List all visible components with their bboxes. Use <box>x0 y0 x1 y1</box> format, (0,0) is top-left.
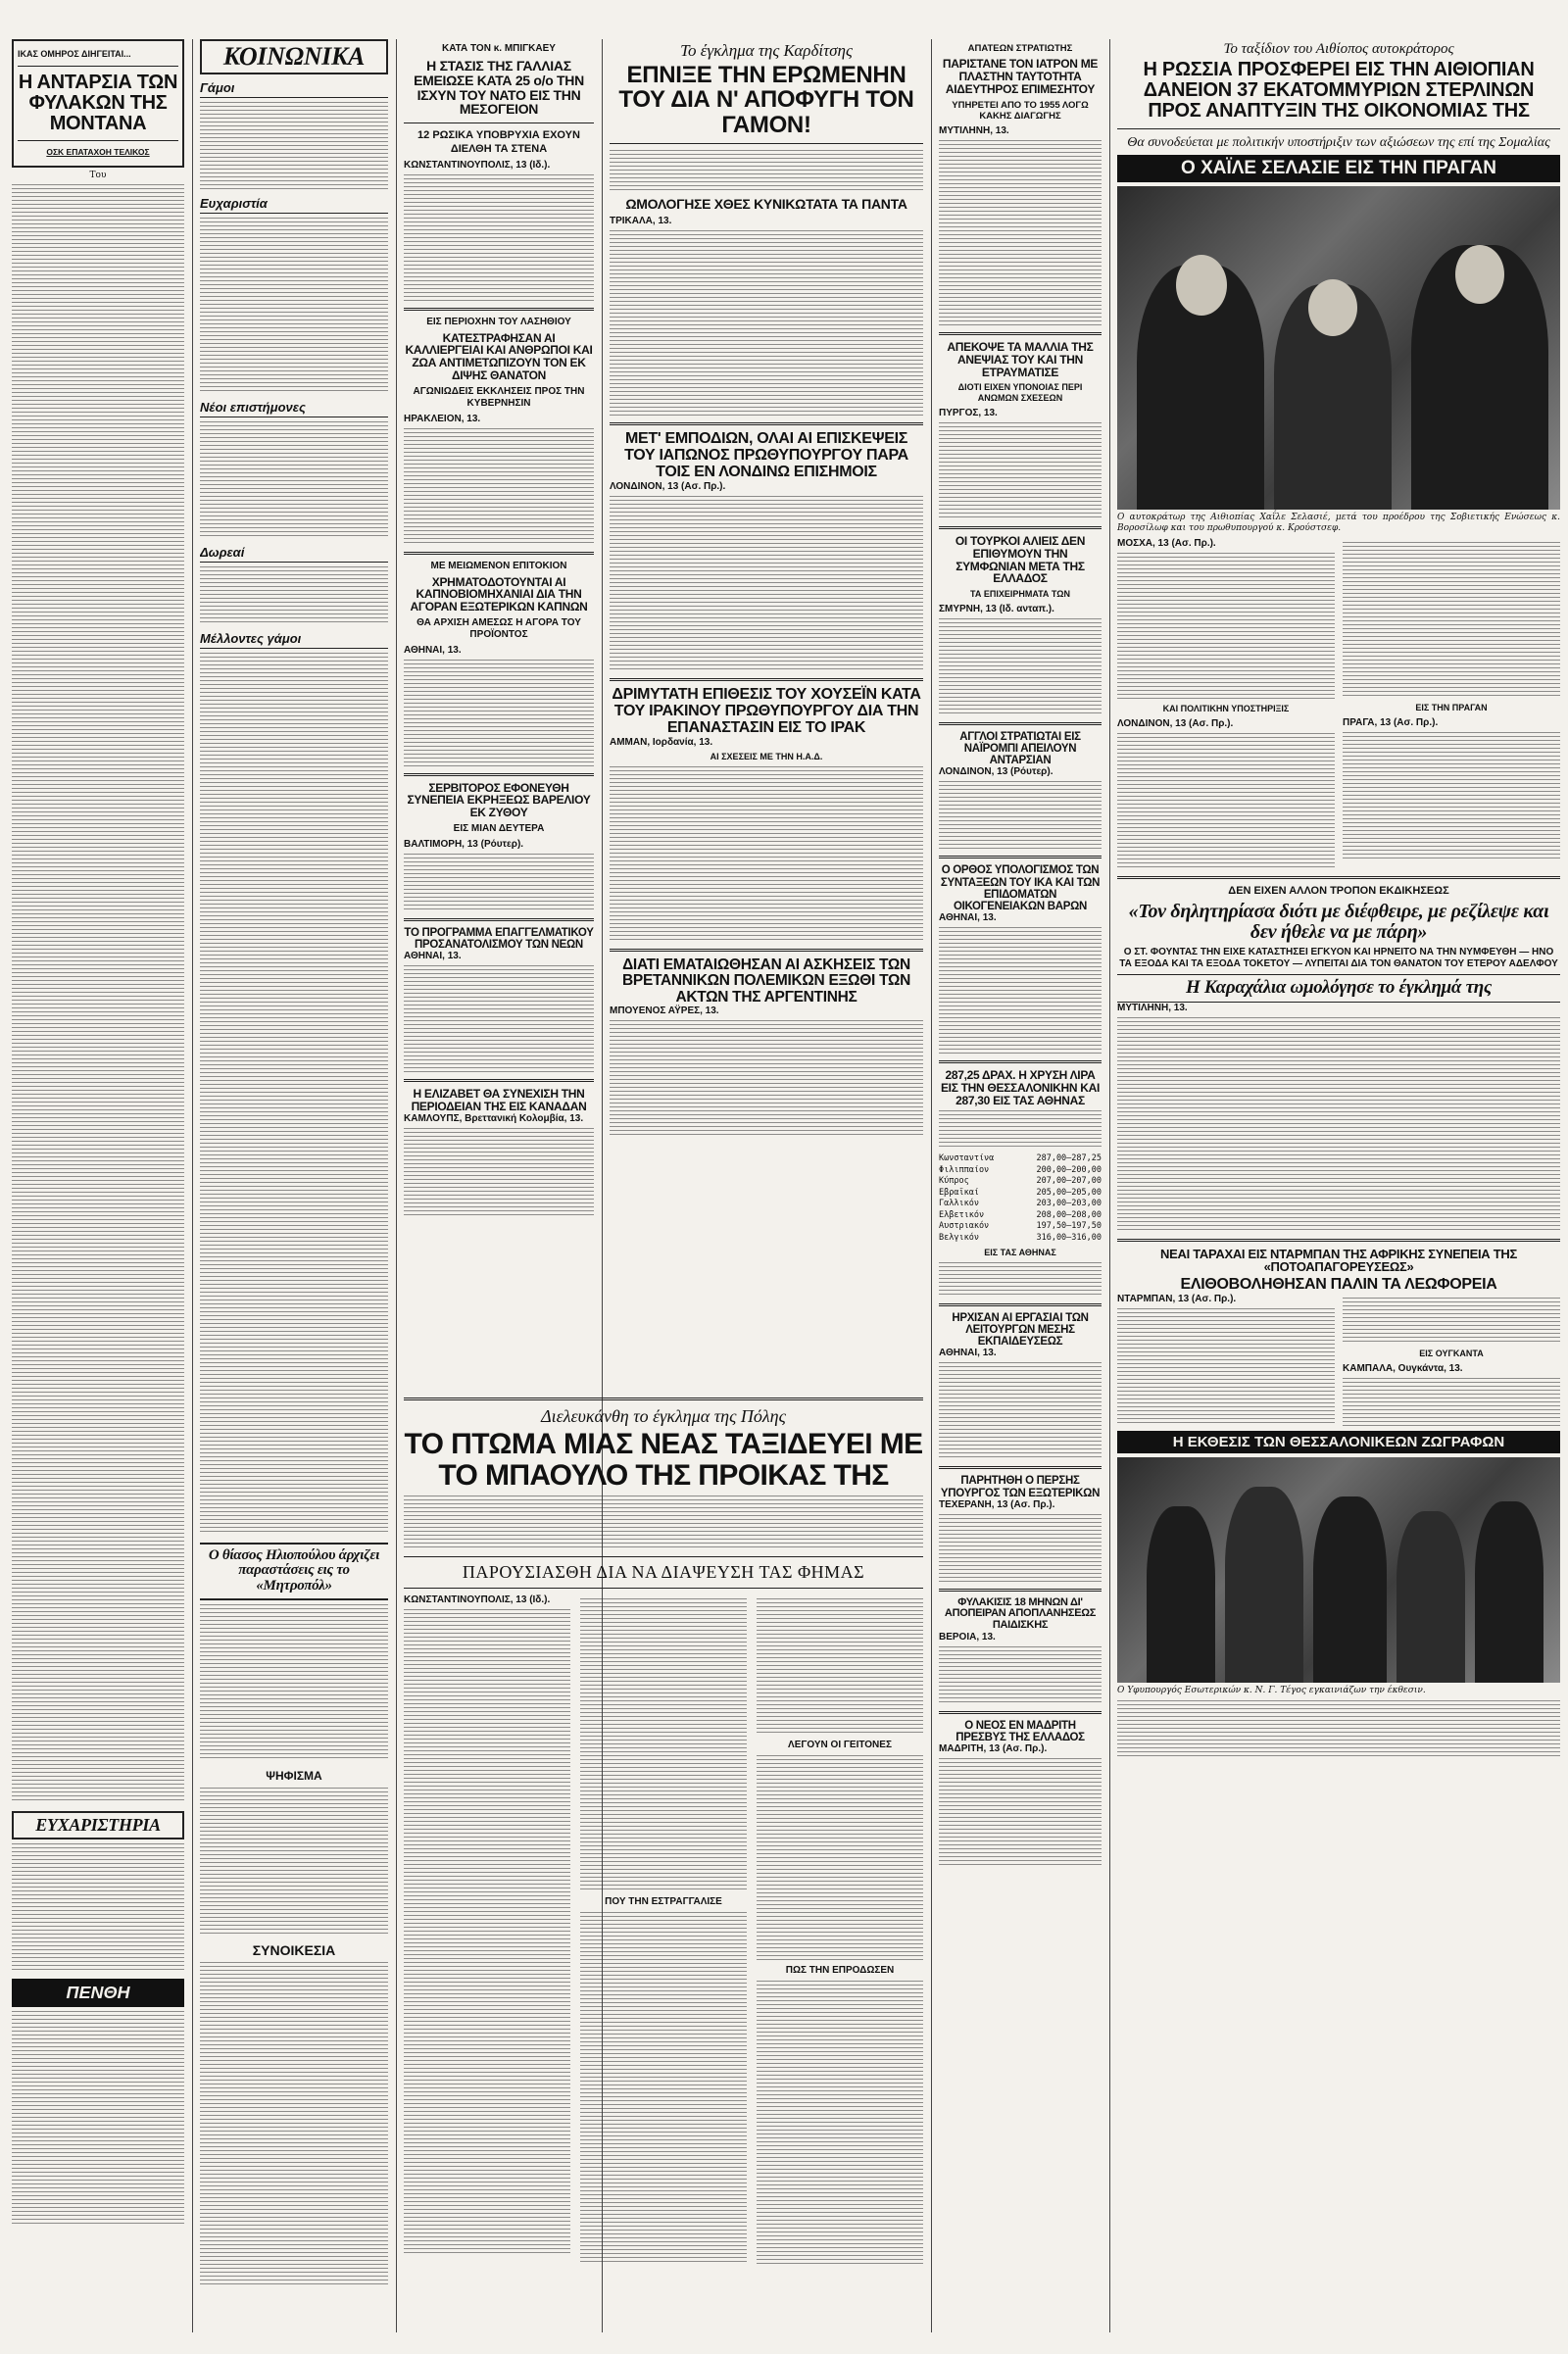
dateline: ΠΡΑΓΑ, 13 (Ασ. Πρ.). <box>1343 716 1439 728</box>
dateline: ΛΟΝΔΙΝΟΝ, 13 (Ασ. Πρ.). <box>610 481 726 492</box>
mourning-title: ΠΕΝΘΗ <box>12 1979 184 2007</box>
poli-columns <box>404 1594 923 2265</box>
dateline: ΜΥΤΙΛΗΝΗ, 13. <box>939 125 1009 137</box>
iraq-headline: ΔΡΙΜΥΤΑΤΗ ΕΠΙΘΕΣΙΣ ΤΟΥ ΧΟΥΣΕΪΝ ΚΑΤΑ ΤΟΥ ΙΡΑΚΙΝΟΥ ΠΡΩΘΥΠΟΥΡΓΟΥ ΔΙΑ ΤΗΝ ΕΠΑΝΑΣΤΑΣΙΝ ΕΙΣ ΤΟ ΙΡΑΚ <box>612 686 921 736</box>
text-block <box>200 1962 388 2285</box>
photo-face <box>1455 245 1504 304</box>
text-block <box>939 618 1102 716</box>
lasithi-headline: ΚΑΤΕΣΤΡΑΦΗΣΑΝ ΑΙ ΚΑΛΛΙΕΡΓΕΙΑΙ ΚΑΙ ΑΝΘΡΩΠΟΙ ΚΑΙ ΖΩΑ ΑΝΤΙΜΕΤΩΠΙΖΟΥΝ ΤΟΝ ΕΚ ΔΙΨΗΣ ΘΑΝΑΤΟΝ <box>405 330 593 382</box>
montana-sub: ΟΣΚ ΕΠΑΤΑΧΟΗ ΤΕΛΙΚΟΣ <box>46 147 150 158</box>
section-weddings: Γάμοι <box>200 80 388 98</box>
text-block <box>757 1598 923 1736</box>
durban-headline: ΝΕΑΙ ΤΑΡΑΧΑΙ ΕΙΣ ΝΤΑΡΜΠΑΝ ΤΗΣ ΑΦΡΙΚΗΣ ΣΥΝΕΠΕΙΑ ΤΗΣ «ΠΟΤΟΑΠΑΓΟΡΕΥΣΕΩΣ» <box>1160 1246 1517 1275</box>
argentina-headline: ΔΙΑΤΙ ΕΜΑΤΑΙΩΘΗΣΑΝ ΑΙ ΑΣΚΗΣΕΙΣ ΤΩΝ ΒΡΕΤΑΝΝΙΚΩΝ ΠΟΛΕΜΙΚΩΝ ΕΞΩΘΙ ΤΩΝ ΑΚΤΩΝ ΤΗΣ ΑΡΓΕΝΤΙΝΗΣ <box>622 956 910 1005</box>
price-value: 287,00—287,25 <box>1036 1153 1102 1164</box>
text-block <box>610 496 923 672</box>
photo-figure <box>1147 1506 1215 1683</box>
price-label: Φιλιππαίον <box>939 1164 990 1175</box>
decree-title: ΨΗΦΙΣΜΑ <box>266 1769 322 1784</box>
poli-headline: ΤΟ ΠΤΩΜΑ ΜΙΑΣ ΝΕΑΣ ΤΑΞΙΔΕΥΕΙ ΜΕ ΤΟ ΜΠΑΟΥΛΟ ΤΗΣ ΠΡΟΙΚΑΣ ΤΗΣ <box>404 1428 923 1492</box>
article-text <box>12 184 184 1801</box>
veria-headline: ΦΥΛΑΚΙΣΙΣ 18 ΜΗΝΩΝ ΔΙ' ΑΠΟΠΕΙΡΑΝ ΑΠΟΠΛΑΝΗΣΕΩΣ ΠΑΙΔΙΣΚΗΣ <box>944 1595 1097 1632</box>
column-rule <box>1109 39 1110 2332</box>
soldier-headline: ΠΑΡΙΣΤΑΝΕ ΤΟΝ ΙΑΤΡΟΝ ΜΕ ΠΛΑΣΤΗΝ ΤΑΥΤΟΤΗΤΑ ΑΙΔΕΥΤΗΡΟΣ ΕΠΙΜΕΣΗΤΟΥ <box>942 57 1099 96</box>
photo-face <box>1176 255 1227 316</box>
text-block <box>200 1788 388 1935</box>
housing-title: ΣΥΝΟΙΚΕΣΙΑ <box>252 1941 336 1958</box>
dateline: ΚΑΜΠΑΛΑ, Ουγκάντα, 13. <box>1343 1362 1463 1374</box>
selassie-caption: Ο αυτοκράτωρ της Αιθιοπίας Χαΐλε Σελασιέ, μετά του προέδρου της Σοβιετικής Ενώσεως κ. Βοροσίλωφ και του πρωθυπουργού κ. Κρούστσεφ. <box>1117 512 1560 533</box>
durban-col-a <box>1117 1294 1335 1427</box>
gold-headline: 287,25 ΔΡΑΧ. Η ΧΡΥΣΗ ΛΙΡΑ ΕΙΣ ΤΗΝ ΘΕΣΣΑΛΟΝΙΚΗΝ ΚΑΙ 287,30 ΕΙΣ ΤΑΣ ΑΘΗΝΑΣ <box>940 1068 1101 1107</box>
dateline: ΑΘΗΝΑΙ, 13. <box>404 644 462 656</box>
poli-section-b: ΠΟΥ ΤΗΝ ΕΣΤΡΑΓΓΑΛΙΣΕ <box>605 1895 722 1907</box>
text-block <box>1117 1700 1560 1759</box>
text-block <box>610 150 923 193</box>
section-future-weddings: Μέλλοντες γάμοι <box>200 631 388 649</box>
text-block <box>200 1604 388 1761</box>
column-8 <box>1117 39 1560 2332</box>
text-block <box>404 174 594 302</box>
tobacco-kicker: ΜΕ ΜΕΙΩΜΕΝΟΝ ΕΠΙΤΟΚΙΟΝ <box>430 560 567 571</box>
dateline: ΒΑΛΤΙΜΟΡΗ, 13 (Ρόυτερ). <box>404 838 524 850</box>
poison-sub: Ο ΣΤ. ΦΟΥΝΤΑΣ ΤΗΝ ΕΙΧΕ ΚΑΤΑΣΤΗΣΕΙ ΕΓΚΥΟΝ ΚΑΙ ΗΡΝΕΙΤΟ ΝΑ ΤΗΝ ΝΥΜΦΕΥΘΗ — ΗΝΟ ΤΑ ΕΞΟΔΑ ΚΑΙ ΤΑ ΕΞΟΔΑ ΤΟΚΕΤΟΥ — ΛΥΠΕΙΤΑΙ ΔΙΑ ΤΟΝ ΘΑΝΑΤΟΝ ΤΟΥ ΕΤΕΡΟΥ ΑΔΕΛΦΟΥ <box>1119 947 1558 970</box>
price-row <box>939 1165 1102 1176</box>
text-block <box>200 421 388 539</box>
poison-headline: «Τον δηλητηρίασα διότι με διέφθειρε, με ρεζίλεψε και δεν ήθελε να με πάρη» <box>1128 901 1549 944</box>
ethiopia-section-1: ΚΑΙ ΠΟΛΙΤΙΚΗΝ ΥΠΟΣΤΗΡΙΞΙΣ <box>1162 704 1290 714</box>
dateline: ΛΟΝΔΙΝΟΝ, 13 (Ασ. Πρ.). <box>1117 717 1234 729</box>
ethiopia-sub: Θα συνοδεύεται με πολιτικήν υποστήριξιν των αξιώσεων της επί της Σομαλίας <box>1127 134 1550 150</box>
thanks-text <box>12 1843 184 1971</box>
photo-face <box>1308 279 1357 336</box>
poli-col-b <box>580 1594 747 2265</box>
text-block <box>580 1912 747 2265</box>
text-block <box>1117 1308 1335 1426</box>
price-row <box>939 1199 1102 1209</box>
tobacco-headline: ΧΡΗΜΑΤΟΔΟΤΟΥΝΤΑΙ ΑΙ ΚΑΠΝΟΒΙΟΜΗΧΑΝΙΑΙ ΔΙΑ ΤΗΝ ΑΓΟΡΑΝ ΕΞΩΤΕΡΙΚΩΝ ΚΑΠΝΩΝ <box>410 574 588 613</box>
price-row <box>939 1176 1102 1187</box>
text-block <box>1117 553 1335 700</box>
text-block <box>939 1362 1102 1460</box>
mourning-text <box>12 2011 184 2227</box>
youth-headline: ΤΟ ΠΡΟΓΡΑΜΜΑ ΕΠΑΓΓΕΛΜΑΤΙΚΟΥ ΠΡΟΣΑΝΑΤΟΛΙΣΜΟΥ ΤΩΝ ΝΕΩΝ <box>404 926 594 952</box>
text-block <box>939 140 1102 326</box>
poli-kicker: Διελευκάνθη το έγκλημα της Πόλης <box>541 1406 786 1426</box>
column-2 <box>200 39 388 2332</box>
text-block <box>939 422 1102 520</box>
dateline: ΜΟΣΧΑ, 13 (Ασ. Πρ.). <box>1117 538 1216 550</box>
dateline: ΑΜΜΑΝ, Ιορδανία, 13. <box>610 736 713 748</box>
karachalia-banner: Η Καραχάλια ωμολόγησε το έγκλημά της <box>1117 974 1560 1002</box>
text-block <box>1343 1378 1560 1427</box>
price-value: 197,50—197,50 <box>1036 1221 1102 1232</box>
dateline: ΑΘΗΝΑΙ, 13. <box>939 912 997 924</box>
dateline: ΜΠΟΥΕΝΟΣ ΑΫΡΕΣ, 13. <box>610 1005 719 1016</box>
dateline: ΤΕΧΕΡΑΝΗ, 13 (Ασ. Πρ.). <box>939 1498 1055 1510</box>
dateline: ΣΜΥΡΝΗ, 13 (Ιδ. ανταπ.). <box>939 603 1054 614</box>
durban-sub: ΕΛΙΘΟΒΟΛΗΘΗΣΑΝ ΠΑΛΙΝ ΤΑ ΛΕΩΦΟΡΕΙΑ <box>1180 1276 1497 1294</box>
theater-headline: Ο θίασος Ηλιοπούλου άρχιζει παραστάσεις εις το «Μητροπόλ» <box>200 1543 388 1601</box>
intro-text <box>404 1496 923 1550</box>
hair-sub: ΔΙΟΤΙ ΕΙΧΕΝ ΥΠΟΝΟΙΑΣ ΠΕΡΙ ΑΝΩΜΩΝ ΣΧΕΣΕΩΝ <box>957 382 1083 404</box>
ethiopia-text-columns <box>1117 538 1560 870</box>
dateline: ΑΘΗΝΑΙ, 13. <box>939 1348 997 1359</box>
dateline: ΒΕΡΟΙΑ, 13. <box>939 1631 996 1643</box>
text-block <box>939 1646 1102 1705</box>
waiter-sub: ΕΙΣ ΜΙΑΝ ΔΕΥΤΕΡΑ <box>453 822 545 834</box>
poli-col-a <box>404 1594 570 2265</box>
selassie-banner: Ο ΧΑΪΛΕ ΣΕΛΑΣΙΕ ΕΙΣ ΤΗΝ ΠΡΑΓΑΝ <box>1117 155 1560 182</box>
dateline: ΑΘΗΝΑΙ, 13. <box>404 951 462 962</box>
price-row <box>939 1233 1102 1244</box>
dateline: ΜΥΤΙΛΗΝΗ, 13. <box>1117 1002 1188 1013</box>
column-3 <box>404 39 594 1387</box>
soldier-kicker: ΑΠΑΤΕΩΝ ΣΤΡΑΤΙΩΤΗΣ <box>967 43 1073 54</box>
poli-sub: ΠΑΡΟΥΣΙΑΣΘΗ ΔΙΑ ΝΑ ΔΙΑΨΕΥΣΗ ΤΑΣ ΦΗΜΑΣ <box>462 1561 865 1582</box>
price-row <box>939 1153 1102 1164</box>
price-value: 207,00—207,00 <box>1036 1176 1102 1187</box>
column-rule <box>931 39 932 2332</box>
price-label: Αυστριακόν <box>939 1221 990 1232</box>
column-7 <box>939 39 1102 2332</box>
photo-figure <box>1313 1496 1387 1683</box>
montana-box <box>12 39 184 168</box>
price-row <box>939 1188 1102 1199</box>
elizabeth-headline: Η ΕΛΙΖΑΒΕΤ ΘΑ ΣΥΝΕΧΙΣΗ ΤΗΝ ΠΕΡΙΟΔΕΙΑΝ ΤΗΣ ΕΙΣ ΚΑΝΑΔΑΝ <box>411 1087 587 1113</box>
ethiopia-section-2: ΕΙΣ ΤΗΝ ΠΡΑΓΑΝ <box>1415 703 1488 713</box>
text-block <box>200 566 388 625</box>
text-block <box>1117 1017 1560 1233</box>
text-block <box>200 653 388 1535</box>
painters-banner: Η ΕΚΘΕΣΙΣ ΤΩΝ ΘΕΣΣΑΛΟΝΙΚΕΩΝ ΖΩΓΡΑΦΩΝ <box>1117 1431 1560 1453</box>
text-block <box>1343 732 1560 859</box>
text-block <box>404 1128 594 1216</box>
text-block <box>580 1598 747 1892</box>
photo-figure <box>1225 1487 1303 1683</box>
dateline: ΝΤΑΡΜΠΑΝ, 13 (Ασ. Πρ.). <box>1117 1294 1237 1305</box>
price-value: 208,00—208,00 <box>1036 1209 1102 1220</box>
durban-col-b <box>1343 1294 1560 1427</box>
text-block <box>404 854 594 912</box>
nato-kicker: ΚΑΤΑ ΤΟΝ κ. ΜΠΙΓΚΑΕΥ <box>442 43 556 54</box>
poli-section-c: ΛΕΓΟΥΝ ΟΙ ΓΕΙΤΟΝΕΣ <box>788 1739 892 1750</box>
price-value: 203,00—203,00 <box>1036 1199 1102 1209</box>
photo-figure <box>1475 1501 1544 1683</box>
text-block <box>200 102 388 190</box>
gold-sub: ΕΙΣ ΤΑΣ ΑΘΗΝΑΣ <box>984 1247 1056 1257</box>
text-block <box>610 766 923 943</box>
text-block <box>200 218 388 394</box>
tobacco-sub: ΘΑ ΑΡΧΙΣΗ ΑΜΕΣΩΣ Η ΑΓΟΡΑ ΤΟΥ ΠΡΟΪΟΝΤΟΣ <box>416 616 581 640</box>
photo-figure <box>1396 1511 1465 1683</box>
price-value: 205,00—205,00 <box>1036 1187 1102 1198</box>
byline: Του <box>89 170 107 180</box>
dateline: ΛΟΝΔΙΝΟΝ, 13 (Ρόυτερ). <box>939 766 1054 778</box>
ika-headline: Ο ΟΡΘΟΣ ΥΠΟΛΟΓΙΣΜΟΣ ΤΩΝ ΣΥΝΤΑΞΕΩΝ ΤΟΥ ΙΚΑ ΚΑΙ ΤΩΝ ΕΠΙΔΟΜΑΤΩΝ ΟΙΚΟΓΕΝΕΙΑΚΩΝ ΒΑΡΩΝ <box>940 864 1101 912</box>
dateline: ΤΡΙΚΑΛΑ, 13. <box>610 216 672 227</box>
persia-headline: ΠΑΡΗΤΗΘΗ Ο ΠΕΡΣΗΣ ΥΠΟΥΡΓΟΣ ΤΩΝ ΕΞΩΤΕΡΙΚΩΝ <box>940 1475 1101 1499</box>
box-label: ΙΚΑΣ ΟΜΗΡΟΣ ΔΙΗΓΕΙΤΑΙ... <box>18 49 131 59</box>
teachers-headline: ΗΡΧΙΣΑΝ ΑΙ ΕΡΓΑΣΙΑΙ ΤΩΝ ΛΕΙΤΟΥΡΓΩΝ ΜΕΣΗΣ ΕΚΠΑΙΔΕΥΣΕΩΣ <box>952 1311 1089 1349</box>
dateline: ΚΩΝΣΤΑΝΤΙΝΟΥΠΟΛΙΣ, 13 (Ιδ.). <box>404 1594 551 1605</box>
text-block <box>757 1755 923 1961</box>
montana-headline: Η ΑΝΤΑΡΣΙΑ ΤΩΝ ΦΥΛΑΚΩΝ ΤΗΣ ΜΟΝΤΑΝΑ <box>18 71 178 135</box>
section-donations: Δωρεαί <box>200 545 388 563</box>
gold-price-table <box>939 1153 1102 1244</box>
text-block <box>404 965 594 1073</box>
uganda-section: ΕΙΣ ΟΥΓΚΑΝΤΑ <box>1419 1349 1484 1359</box>
text-block <box>1117 733 1335 870</box>
dateline: ΠΥΡΓΟΣ, 13. <box>939 408 998 419</box>
section-thanks: Ευχαριστία <box>200 196 388 214</box>
text-block <box>404 428 594 546</box>
price-label: Εβραϊκαί <box>939 1187 979 1198</box>
karditsa-headline: ΕΠΝΙΞΕ ΤΗΝ ΕΡΩΜΕΝΗΝ ΤΟΥ ΔΙΑ Ν' ΑΠΟΦΥΓΗ ΤΟΝ ΓΑΜΟΝ! <box>618 62 914 138</box>
price-row <box>939 1210 1102 1221</box>
madrid-headline: Ο ΝΕΟΣ ΕΝ ΜΑΔΡΙΤΗ ΠΡΕΣΒΥΣ ΤΗΣ ΕΛΛΑΔΟΣ <box>956 1719 1085 1743</box>
lasithi-kicker: ΕΙΣ ΠΕΡΙΟΧΗΝ ΤΟΥ ΛΑΣΗΘΙΟΥ <box>426 316 571 327</box>
dateline: ΜΑΔΡΙΤΗ, 13 (Ασ. Πρ.). <box>939 1743 1048 1755</box>
dateline: ΚΩΝΣΤΑΝΤΙΝΟΥΠΟΛΙΣ, 13 (Ιδ.). <box>404 159 551 171</box>
durban-columns <box>1117 1294 1560 1427</box>
text-block <box>939 1514 1102 1583</box>
ethiopia-col-a <box>1117 538 1335 870</box>
text-block <box>1343 1298 1560 1345</box>
karditsa-kicker: Το έγκλημα της Καρδίτσης <box>680 41 853 60</box>
iraq-sub: ΑΙ ΣΧΕΣΕΙΣ ΜΕ ΤΗΝ Η.Α.Δ. <box>710 751 823 761</box>
nairobi-headline: ΑΓΓΛΟΙ ΣΤΡΑΤΙΩΤΑΙ ΕΙΣ ΝΑΪΡΟΜΠΙ ΑΠΕΙΛΟΥΝ ΑΝΤΑΡΣΙΑΝ <box>959 730 1081 767</box>
ethiopia-col-b <box>1343 538 1560 870</box>
price-label: Ελβετικόν <box>939 1209 985 1220</box>
ethiopia-headline: Η ΡΩΣΣΙΑ ΠΡΟΣΦΕΡΕΙ ΕΙΣ ΤΗΝ ΑΙΘΙΟΠΙΑΝ ΔΑΝΕΙΟΝ 37 ΕΚΑΤΟΜΜΥΡΙΩΝ ΣΤΕΡΛΙΝΩΝ ΠΡΟΣ ΑΝΑΠΤΥΞΙΝ ΤΗΣ ΟΙΚΟΝΟΜΙΑΣ ΤΗΣ <box>1143 59 1535 123</box>
nato-headline: Η ΣΤΑΣΙΣ ΤΗΣ ΓΑΛΛΙΑΣ ΕΜΕΙΩΣΕ ΚΑΤΑ 25 ο/ο ΤΗΝ ΙΣΧΥΝ ΤΟΥ ΝΑΤΟ ΕΙΣ ΤΗΝ ΜΕΣΟΓΕΙΟΝ <box>414 58 584 118</box>
waiter-headline: ΣΕΡΒΙΤΟΡΟΣ ΕΦΟΝΕΥΘΗ ΣΥΝΕΠΕΙΑ ΕΚΡΗΞΕΩΣ ΒΑΡΕΛΙΟΥ ΕΚ ΖΥΘΟΥ <box>407 780 591 820</box>
dateline: ΚΑΜΛΟΥΠΣ, Βρεττανική Κολομβία, 13. <box>404 1112 584 1124</box>
poison-kicker: ΔΕΝ ΕΙΧΕΝ ΑΛΛΟΝ ΤΡΟΠΟΝ ΕΚΔΙΚΗΣΕΩΣ <box>1228 884 1449 897</box>
text-block <box>610 1020 923 1138</box>
fishermen-sub: ΤΑ ΕΠΙΧΕΙΡΗΜΑΤΑ ΤΩΝ <box>970 588 1070 599</box>
text-block <box>757 1981 923 2265</box>
price-label: Βελγικόν <box>939 1232 979 1243</box>
ethiopia-kicker: Το ταξίδιον του Αιθίοπος αυτοκράτορος <box>1223 41 1454 57</box>
dateline: ΗΡΑΚΛΕΙΟΝ, 13. <box>404 413 481 424</box>
price-value: 200,00—200,00 <box>1036 1164 1102 1175</box>
society-title: ΚΟΙΝΩΝΙΚΑ <box>200 39 388 74</box>
price-label: Κύπρος <box>939 1176 969 1187</box>
poli-col-c <box>757 1594 923 2265</box>
painters-photo <box>1117 1457 1560 1683</box>
text-block <box>610 230 923 417</box>
painters-caption: Ο Υφυπουργός Εσωτερικών κ. Ν. Γ. Τέγος εγκαινιάζων την έκθεσιν. <box>1117 1685 1426 1695</box>
section-graduates: Νέοι επιστήμονες <box>200 400 388 417</box>
soldier-sub: ΥΠΗΡΕΤΕΙ ΑΠΟ ΤΟ 1955 ΛΟΓΩ ΚΑΚΗΣ ΔΙΑΓΩΓΗΣ <box>952 99 1089 122</box>
text-block <box>939 1110 1102 1150</box>
price-row <box>939 1221 1102 1232</box>
text-block <box>404 660 594 767</box>
text-block <box>939 927 1102 1054</box>
price-value: 316,00—316,00 <box>1036 1232 1102 1243</box>
price-label: Γαλλικόν <box>939 1199 979 1209</box>
text-block <box>939 1262 1102 1298</box>
poli-section-d: ΠΩΣ ΤΗΝ ΕΠΡΟΔΩΣΕΝ <box>785 1964 895 1976</box>
column-1 <box>12 39 184 2332</box>
nato-sub: 12 ΡΩΣΙΚΑ ΥΠΟΒΡΥΧΙΑ ΕΧΟΥΝ ΔΙΕΛΘΗ ΤΑ ΣΤΕΝΑ <box>417 129 580 155</box>
text-block <box>939 781 1102 850</box>
karditsa-sub: ΩΜΟΛΟΓΗΣΕ ΧΘΕΣ ΚΥΝΙΚΩΤΑΤΑ ΤΑ ΠΑΝΤΑ <box>625 196 907 213</box>
text-block <box>404 1609 570 2256</box>
text-block <box>1343 542 1560 699</box>
text-block <box>939 1758 1102 1866</box>
centre-column <box>610 39 923 1387</box>
column-rule <box>396 39 397 2332</box>
price-label: Κωνσταντίνα <box>939 1153 995 1164</box>
lasithi-sub: ΑΓΩΝΙΩΔΕΙΣ ΕΚΚΛΗΣΕΙΣ ΠΡΟΣ ΤΗΝ ΚΥΒΕΡΝΗΣΙΝ <box>413 385 585 409</box>
hair-headline: ΑΠΕΚΟΨΕ ΤΑ ΜΑΛΛΙΑ ΤΗΣ ΑΝΕΨΙΑΣ ΤΟΥ ΚΑΙ ΤΗΝ ΕΤΡΑΥΜΑΤΙΣΕ <box>947 340 1094 379</box>
selassie-photo <box>1117 186 1560 510</box>
japan-headline: ΜΕΤ' ΕΜΠΟΔΙΩΝ, ΟΛΑΙ ΑΙ ΕΠΙΣΚΕΨΕΙΣ ΤΟΥ ΙΑΠΩΝΟΣ ΠΡΩΘΥΠΟΥΡΓΟΥ ΠΑΡΑ ΤΟΙΣ ΕΝ ΛΟΝΔΙΝΩ ΕΠΙΣΗΜΟΙΣ <box>624 430 908 481</box>
fishermen-headline: ΟΙ ΤΟΥΡΚΟΙ ΑΛΙΕΙΣ ΔΕΝ ΕΠΙΘΥΜΟΥΝ ΤΗΝ ΣΥΜΦΩΝΙΑΝ ΜΕΤΑ ΤΗΣ ΕΛΛΑΔΟΣ <box>955 534 1086 586</box>
lower-story <box>404 1392 923 2332</box>
thanks-title: ΕΥΧΑΡΙΣΤΗΡΙΑ <box>12 1811 184 1839</box>
column-rule <box>192 39 193 2332</box>
